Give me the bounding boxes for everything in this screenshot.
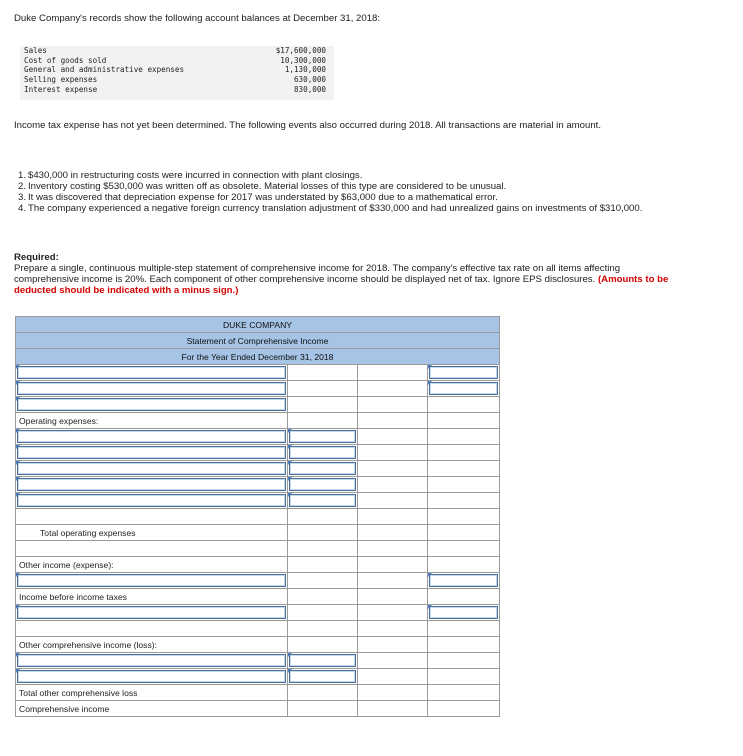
amount-input[interactable] xyxy=(428,365,500,381)
income-before-taxes-label: Income before income taxes xyxy=(16,589,288,605)
list-item: 1. $430,000 in restructuring costs were incurred in connection with plant closings. xyxy=(18,170,363,181)
label-input[interactable] xyxy=(16,653,288,669)
table-row xyxy=(16,445,500,461)
amount-input[interactable] xyxy=(288,461,358,477)
table-row xyxy=(16,461,500,477)
required-text: Prepare a single, continuous multiple-step statement of comprehensive income for 2018. The company's effective tax rate on all items affecting comprehensive income is 20%. Each component of other comprehensive income should be displayed net of tax. Ignore EPS disclosures. xyxy=(14,263,621,285)
table-row xyxy=(16,557,500,573)
table-row xyxy=(16,493,500,509)
amount-input[interactable] xyxy=(288,445,358,461)
label-input[interactable] xyxy=(16,461,288,477)
table-row xyxy=(16,701,500,717)
amount-input[interactable] xyxy=(288,477,358,493)
amount-input[interactable] xyxy=(428,573,500,589)
company-name: DUKE COMPANY xyxy=(16,317,500,333)
table-row xyxy=(16,621,500,637)
balance-row: Cost of goods sold 10,300,000 xyxy=(24,55,326,65)
other-income-label: Other income (expense): xyxy=(16,557,288,573)
list-item: 3. It was discovered that depreciation expense for 2017 was understated by $63,000 due to a mathematical error. xyxy=(18,192,498,203)
amount-input[interactable] xyxy=(428,605,500,621)
amount-input[interactable] xyxy=(288,429,358,445)
list-item: 4. The company experienced a negative foreign currency translation adjustment of $330,000 and had unrealized gains on investments of $310,000. xyxy=(18,203,643,214)
amount-input[interactable] xyxy=(428,381,500,397)
table-row xyxy=(16,381,500,397)
table-row xyxy=(16,637,500,653)
required-section xyxy=(14,252,674,296)
account-balances xyxy=(20,46,334,100)
minus-sign-note: (Amounts to be deducted should be indicated with a minus sign.) xyxy=(14,274,669,296)
income-statement-table xyxy=(15,316,500,717)
table-row xyxy=(16,429,500,445)
table-row xyxy=(16,541,500,557)
label-input[interactable] xyxy=(16,477,288,493)
intro-text: Duke Company's records show the following account balances at December 31, 2018: xyxy=(14,13,381,24)
comprehensive-income-label: Comprehensive income xyxy=(16,701,288,717)
required-heading: Required: xyxy=(14,252,59,263)
statement-period: For the Year Ended December 31, 2018 xyxy=(16,349,500,365)
label-input[interactable] xyxy=(16,365,288,381)
table-row xyxy=(16,685,500,701)
table-row xyxy=(16,669,500,685)
list-item: 2. Inventory costing $530,000 was written off as obsolete. Material losses of this type are considered to be unusual. xyxy=(18,181,507,192)
label-input[interactable] xyxy=(16,573,288,589)
total-operating-expenses-label: Total operating expenses xyxy=(16,525,288,541)
table-row xyxy=(16,509,500,525)
table-row xyxy=(16,397,500,413)
label-input[interactable] xyxy=(16,397,288,413)
table-row xyxy=(16,413,500,429)
balance-row: General and administrative expenses 1,130,000 xyxy=(24,65,326,75)
operating-expenses-label: Operating expenses: xyxy=(16,413,288,429)
label-input[interactable] xyxy=(16,605,288,621)
amount-input[interactable] xyxy=(288,653,358,669)
table-row xyxy=(16,589,500,605)
table-row xyxy=(16,605,500,621)
balance-row: Interest expense 830,000 xyxy=(24,84,326,94)
balance-row: Sales $17,600,000 xyxy=(24,46,326,55)
balance-row: Selling expenses 630,000 xyxy=(24,75,326,85)
amount-input[interactable] xyxy=(288,493,358,509)
table-row xyxy=(16,573,500,589)
table-row xyxy=(16,525,500,541)
statement-title: Statement of Comprehensive Income xyxy=(16,333,500,349)
events-list xyxy=(14,170,654,214)
label-input[interactable] xyxy=(16,381,288,397)
label-input[interactable] xyxy=(16,493,288,509)
label-input[interactable] xyxy=(16,445,288,461)
label-input[interactable] xyxy=(16,429,288,445)
table-row xyxy=(16,477,500,493)
table-row xyxy=(16,365,500,381)
table-row xyxy=(16,653,500,669)
tax-note: Income tax expense has not yet been determined. The following events also occurred during 2018. All transactions are material in amount. xyxy=(14,120,601,131)
label-input[interactable] xyxy=(16,669,288,685)
amount-input[interactable] xyxy=(288,669,358,685)
total-oci-label: Total other comprehensive loss xyxy=(16,685,288,701)
oci-label: Other comprehensive income (loss): xyxy=(16,637,288,653)
